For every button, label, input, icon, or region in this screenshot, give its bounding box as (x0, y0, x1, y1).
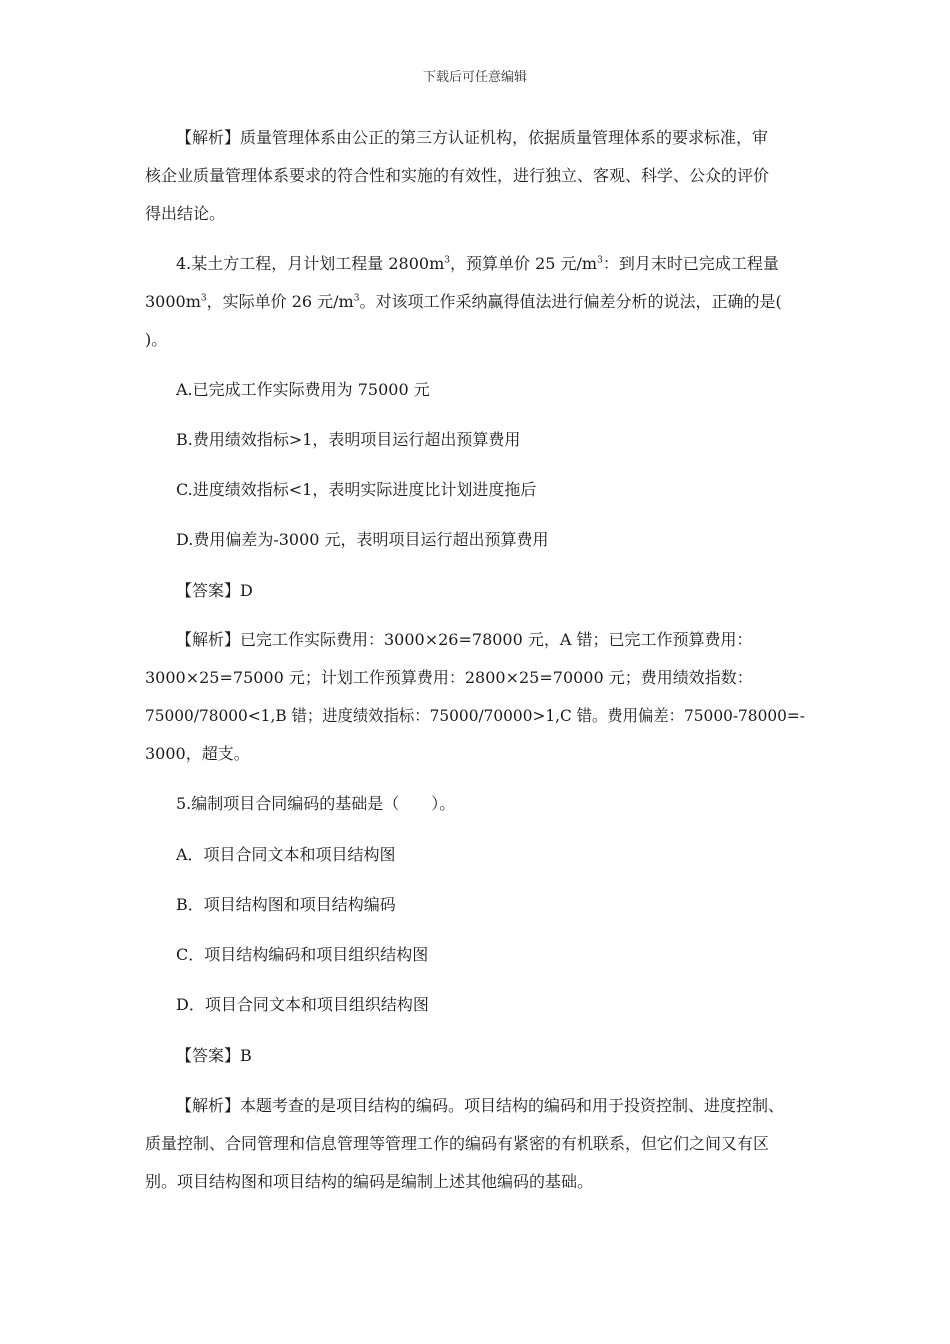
q5-option-b: B．项目结构图和项目结构编码 (176, 895, 396, 914)
q5-analysis-line-1: 【解析】本题考查的是项目结构的编码。项目结构的编码和用于投资控制、进度控制、 (176, 1096, 785, 1115)
q4-option-a: A.已完成工作实际费用为 75000 元 (176, 380, 430, 399)
q5-option-a: A．项目合同文本和项目结构图 (176, 845, 396, 864)
q4-stem-line-3: )。 (145, 330, 168, 349)
q3-analysis-line-1: 【解析】质量管理体系由公正的第三方认证机构，依据质量管理体系的要求标准，审 (176, 128, 769, 147)
q4-stem-line-1: 4.某土方工程，月计划工程量 $2800m^3$，预算单价 25 元$/m^3$：到月末时已完成工程量 (176, 254, 779, 273)
q5-answer: 【答案】B (176, 1046, 252, 1065)
q4-answer: 【答案】D (176, 581, 253, 600)
q5-stem: 5.编制项目合同编码的基础是（ ）。 (176, 794, 456, 813)
q5-analysis-line-2: 质量控制、合同管理和信息管理等管理工作的编码有紧密的有机联系，但它们之间又有区 (145, 1134, 770, 1153)
page-header: 下载后可任意编辑 (422, 70, 527, 85)
q4-option-c: C.进度绩效指标<1，表明实际进度比计划进度拖后 (176, 480, 537, 499)
q4-analysis-line-1: 【解析】已完工作实际费用：3000×26=78000 元，A 错；已完工作预算费用： (176, 630, 753, 649)
q4-analysis-line-4: 3000，超支。 (145, 744, 250, 763)
q3-analysis-line-2: 核企业质量管理体系要求的符合性和实施的有效性，进行独立、客观、科学、公众的评价 (145, 166, 770, 185)
q4-option-d: D.费用偏差为-3000 元，表明项目运行超出预算费用 (176, 530, 549, 549)
q5-option-c: C．项目结构编码和项目组织结构图 (176, 945, 429, 964)
q5-analysis-line-3: 别。项目结构图和项目结构的编码是编制上述其他编码的基础。 (145, 1172, 594, 1191)
q4-option-b: B.费用绩效指标>1，表明项目运行超出预算费用 (176, 430, 521, 449)
q4-analysis-line-2: 3000×25=75000 元；计划工作预算费用：2800×25=70000 元；费用绩效指数： (145, 668, 753, 687)
q3-analysis-line-3: 得出结论。 (145, 204, 226, 223)
q4-analysis-line-3: 75000/78000<1,B 错；进度绩效指标：75000/70000>1,C 错。费用偏差：75000-78000=- (145, 706, 805, 725)
q5-option-d: D．项目合同文本和项目组织结构图 (176, 995, 429, 1014)
q4-stem-line-2: $3000m^3$，实际单价 26 元$/m^3$。对该项工作采纳赢得值法进行偏差分析的说法，正确的是( (145, 292, 782, 311)
